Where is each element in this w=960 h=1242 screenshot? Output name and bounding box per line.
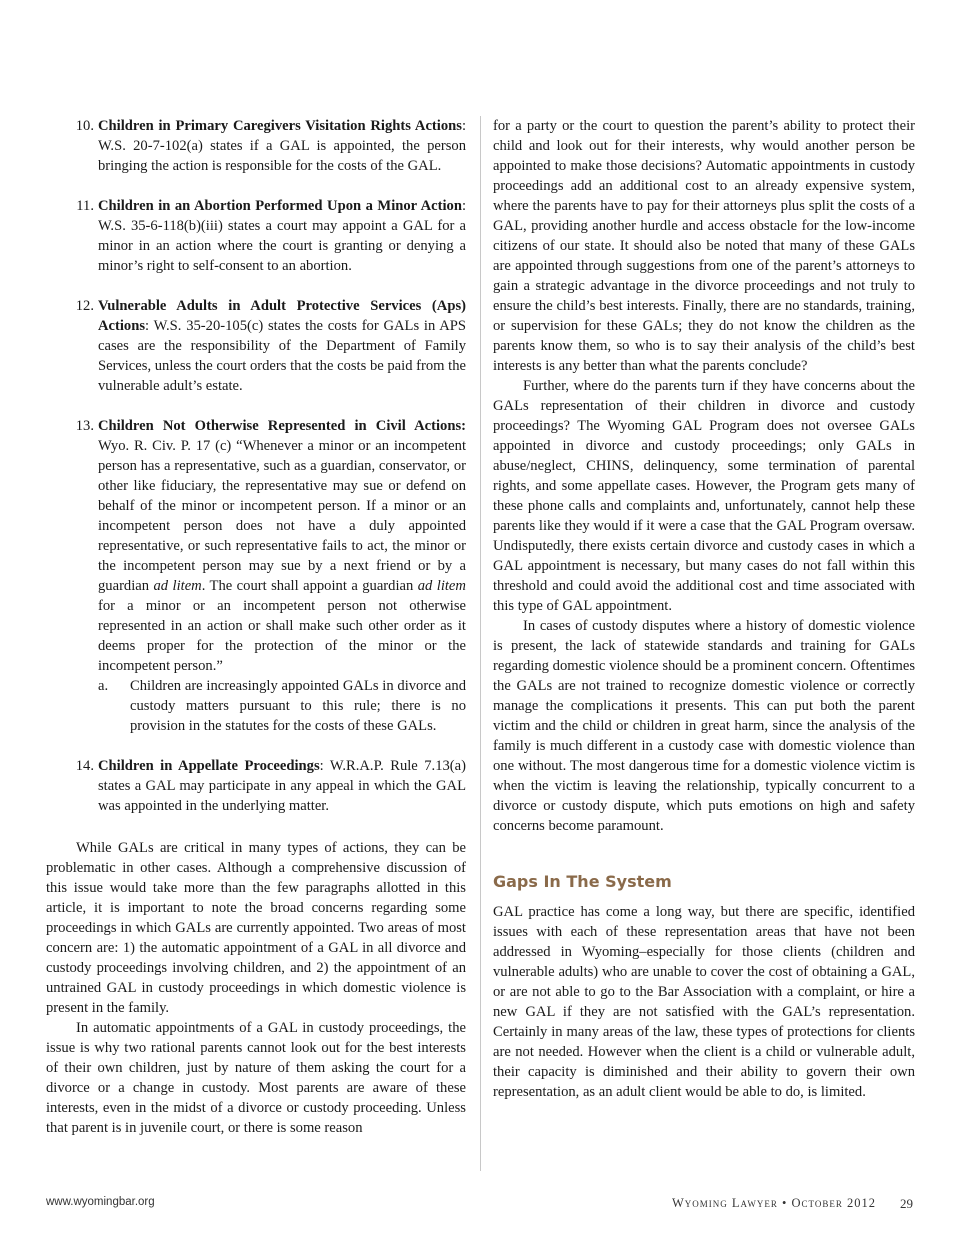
italic-term: ad litem <box>153 578 202 594</box>
item-title: Children Not Otherwise Represented in Civil Actions: <box>98 418 466 434</box>
item-title: Vulnerable Adults in Adult Protective Services (Aps) Actions <box>98 298 466 334</box>
list-item <box>46 196 466 276</box>
page-number: 29 <box>900 1196 913 1211</box>
item-number: 10. <box>75 118 94 134</box>
paragraph: In cases of custody disputes where a history of domestic violence is present, the lack of statewide standards and training for GALs regarding domestic violence should be a prominent concern. Oftentimes the GALs are not trained to recognize domestic violence or correctly manage the complications it presents. This can put both the parent victim and the child or children in great harm, since the analysis of the family is much different in a custody case with domestic violence than one without. The most dangerous time for a domestic violence victim is when the victim is leaving the relationship, typically concurrent to a divorce or custody dispute, which puts emotions on high and safety concerns become paramount. <box>493 618 915 834</box>
paragraph: In automatic appointments of a GAL in custody proceedings, the issue is why two rational parents cannot look out for the best interests of their own children, just by nature of them asking the court for a divorce or a change in custody. Most parents are aware of these interests, even in the midst of a divorce or custody proceeding. Unless that parent is in juvenile court, or there is some reason <box>46 1020 466 1136</box>
italic-term: ad litem <box>417 578 466 594</box>
section-heading: Gaps In The System <box>493 872 672 891</box>
item-number: 12. <box>75 298 94 314</box>
item-title: Children in an Abortion Performed Upon a Minor Action <box>98 198 462 214</box>
item-number: 14. <box>75 758 94 774</box>
sub-item-letter: a. <box>98 678 109 694</box>
item-text: : W.S. 35-6-118(b)(iii) states a court may appoint a GAL for a minor in an action where the court is granting or denying a minor’s right to self-consent to an abortion. <box>98 198 466 274</box>
paragraph: GAL practice has come a long way, but there are specific, identified issues with each of these representation areas that have not been addressed in Wyoming–especially for those clients (children and vulnerable adults) who are unable to cover the cost of obtaining a GAL, or are not able to go to the Bar Association with a complaint, or hire a new GAL if they are not satisfied with the GAL’s representation. Certainly in many areas of the law, these types of protections for clients are not needed. However when the client is a child or vulnerable adult, their capacity is diminished and their ability to govern their own representation, as an adult client would be able to do, is limited. <box>493 904 915 1100</box>
footer-publication: Wyoming Lawyer • October 2012 <box>672 1196 876 1210</box>
item-text: . The court shall appoint a guardian <box>201 578 418 594</box>
paragraph: for a party or the court to question the parent’s ability to protect their child and look out for their interests, why would another person be appointed to make those decisions? Automatic appointments in custody proceedings add an additional cost to an already expensive system, where the parents have to pay for their attorneys plus split the costs of a GAL, providing another hurdle and access obstacle for the low-income citizens of our state. It should also be noted that many of these GALs are appointed through suggestions from one of the parent’s attorneys to gain a strategic advantage in the divorce proceedings and not truly to ensure the child’s best interests. Finally, there are no standards, training, or supervision for these GALs; they do not know the children as the parents know them, so who is to say their analysis of the child’s best interests is any better than what the parents conclude? <box>493 118 915 374</box>
footer-website: www.wyomingbar.org <box>46 1196 155 1208</box>
item-number: 13. <box>75 418 94 434</box>
list-item <box>46 756 466 816</box>
sub-item-text: Children are increasingly appointed GALs in divorce and custody matters pursuant to this rule; there is no provision in the statutes for the costs of these GALs. <box>130 678 466 734</box>
right-column <box>493 116 915 1102</box>
list-item <box>46 296 466 396</box>
item-text: for a minor or an incompetent person not otherwise represented in an action or shall make such other order as it deems proper for the protection of the minor or the incompetent person.” <box>98 598 466 674</box>
item-text: : W.S. 35-20-105(c) states the costs for GALs in APS cases are the responsibility of the Department of Family Services, unless the court orders that the costs be paid from the vulnerable adult’s estate. <box>98 318 466 394</box>
item-title: Children in Appellate Proceedings <box>98 758 320 774</box>
list-item <box>46 116 466 176</box>
paragraph: While GALs are critical in many types of actions, they can be problematic in other cases. Although a comprehensive discussion of this issue would take more than the few paragraphs allotted in this article, it is important to note the broad concerns regarding some proceedings in which GALs are currently appointed. Two areas of most concern are: 1) the automatic appointment of a GAL in all divorce and custody proceedings involving children, and 2) the appointment of an untrained GAL in custody proceedings in which domestic violence is present in the family. <box>46 840 466 1016</box>
item-text: : W.R.A.P. Rule 7.13(a) states a GAL may participate in any appeal in which the GAL was appointed in the underlying matter. <box>98 758 466 814</box>
column-divider <box>480 116 481 1171</box>
item-text: Wyo. R. Civ. P. 17 (c) “Whenever a minor or an incompetent person has a representative, such as a guardian, conservator, or other like fiduciary, the representative may sue or defend on behalf of the minor or incompetent person. If a minor or an incompetent person does not have a duly appointed representative, or such representative fails to act, the minor or the incompetent person may sue by a next friend or by a guardian <box>98 438 466 594</box>
item-text: : W.S. 20-7-102(a) states if a GAL is appointed, the person bringing the action is responsible for the costs of the GAL. <box>98 118 466 174</box>
left-column <box>46 116 466 1138</box>
paragraph: Further, where do the parents turn if they have concerns about the GALs representation of their children in divorce and custody proceedings? The Wyoming GAL Program does not oversee GALs appointed in divorce and custody proceedings; only GALs in abuse/neglect, CHINS, delinquency, some termination of parental rights, and some appellate cases. However, the Program gets many of these phone calls and complaints and, unfortunately, cannot help these parents like they would if it were a case that the GAL Program oversaw. Undisputedly, there exists certain divorce and custody cases in which a GAL appointment is necessary, but many cases do not fall within this threshold and could avoid the additional cost and time associated with this type of GAL appointment. <box>493 378 915 614</box>
item-title: Children in Primary Caregivers Visitation Rights Actions <box>98 118 462 134</box>
item-number: 11. <box>76 198 94 214</box>
list-item <box>46 416 466 736</box>
sub-item <box>98 676 466 736</box>
body-text <box>46 838 466 1138</box>
